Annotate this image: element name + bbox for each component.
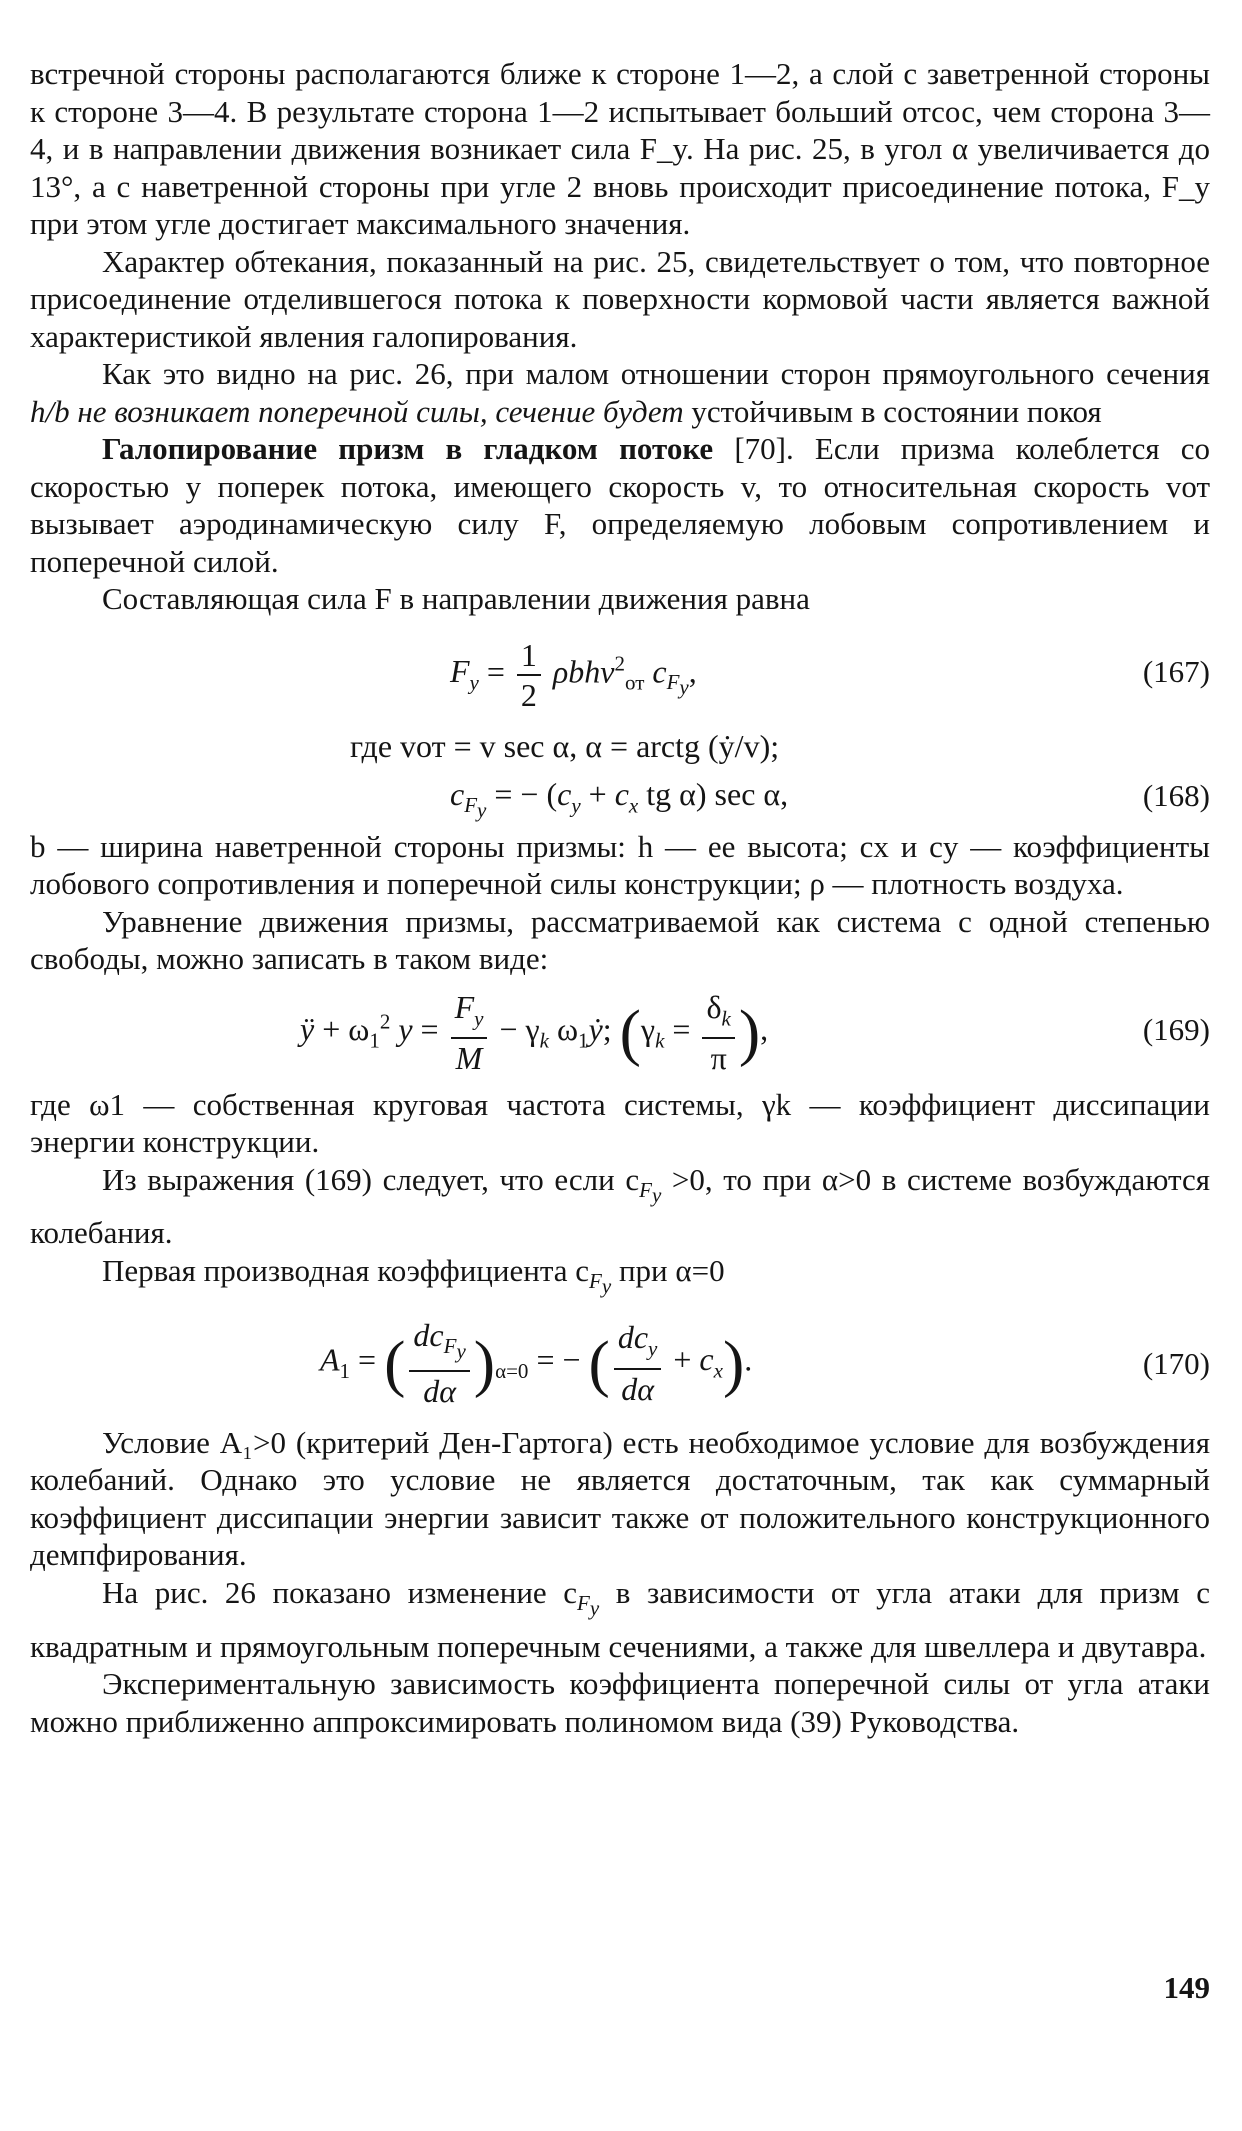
paragraph-13: Экспериментальную зависимость коэффициента поперечной силы от угла атаки можно приближенно аппроксимировать полиномом вида (39) Руководства. [30, 1666, 1210, 1739]
equation-number-170: (170) [1142, 1345, 1210, 1381]
paragraph-9: Из выражения (169) следует, что если $c_{F_y} >0$, то при α>0 в системе возбуждаются колебания. [30, 1161, 1210, 1251]
equation-167: $F_y$ = $\frac{1}{2}$ ρbhv$^2_{от}$ $c_{F_y}$, (167) [450, 636, 1210, 713]
paragraph-3: Как это видно на рис. 26, при малом отношении сторон прямоугольного сечения h/b не возникает поперечной силы, сечение будет устойчивым в состоянии покоя [30, 356, 1210, 429]
paragraph-12: На рис. 26 показано изменение $c_{F_y}$ в зависимости от угла атаки для призм с квадратным и прямоугольным поперечным сечениями, а также для швеллера и двутавра. [30, 1574, 1210, 1664]
equation-number-168: (168) [1142, 777, 1210, 813]
equation-170: $A_1$ = ( $\frac{dc_{F_y}}{d\alpha}$ )$_{\alpha=0}$ = − ( $\frac{dc_y}{d\alpha}$ + $c_x$). (170) [320, 1316, 1210, 1410]
equation-number-167: (167) [1142, 653, 1210, 689]
paragraph-5: Составляющая сила F в направлении движения равна [102, 581, 810, 616]
paragraph-1: встречной стороны располагаются ближе к стороне 1—2, а слой с заветренной стороны к стороне 3—4. В результате сторона 1—2 испытывает больший отсос, чем сторона 3—4, и в направлении движения возникает сила F_y. На рис. 25, в угол α увеличивается до 13°, а с наветренной стороны при угле 2 вновь происходит присоединение потока, F_y при этом угле достигает максимального значения. [30, 56, 1210, 241]
equation-169: ÿ + $\omega_1^2$ y = $\frac{F_y}{M}$ − $\gamma_k$ $\omega_1ẏ$; ($\gamma_k$ = $\frac{\delta_k}{\pi}$ ), (169) [300, 988, 1210, 1076]
paragraph-8: где ω1 — собственная круговая частота системы, γk — коэффициент диссипации энергии конструкции. [30, 1086, 1210, 1159]
paragraph-7: Уравнение движения призмы, рассматриваемой как система с одной степенью свободы, можно записать в таком виде: [30, 903, 1210, 976]
paragraph-4: Галопирование призм в гладком потоке [70]. Если призма колеблется со скоростью y поперек потока, имеющего скорость v, то относительная скорость vот вызывает аэродинамическую силу F, определяемую лобовым сопротивлением и поперечной силой. [30, 431, 1211, 579]
equation-168: где vот = v sec α, α = arctg (ẏ/v); $c_{F_y}$ = − ($c_y + c_x$ tg α) sec α, (168) [350, 727, 1210, 823]
equation-number-169: (169) [1142, 1011, 1210, 1047]
equation-168-line1: где vот = v sec α, α = arctg (ẏ/v); [350, 727, 780, 764]
page-number: 149 [1163, 1970, 1210, 2005]
paragraph-11: Условие A₁>0 (критерий Ден-Гартога) есть необходимое условие для возбуждения колебаний. Однако это условие не является достаточным, так как суммарный коэффициент диссипации энергии зависит также от положительного конструкционного демпфирования. [30, 1424, 1210, 1573]
paragraph-10: Первая производная коэффициента $c_{F_y}$ при α=0 [102, 1252, 725, 1299]
page-body [30, 55, 1210, 1740]
section-heading: Галопирование призм в гладком потоке [102, 431, 714, 466]
paragraph-6: b — ширина наветренной стороны призмы: h — ее высота; cx и cy — коэффициенты лобового сопротивления и поперечной силы конструкции; ρ — плотность воздуха. [30, 828, 1210, 901]
paragraph-2: Характер обтекания, показанный на рис. 25, свидетельствует о том, что повторное присоединение отделившегося потока к поверхности кормовой части является важной характеристикой явления галопирования. [30, 243, 1210, 354]
